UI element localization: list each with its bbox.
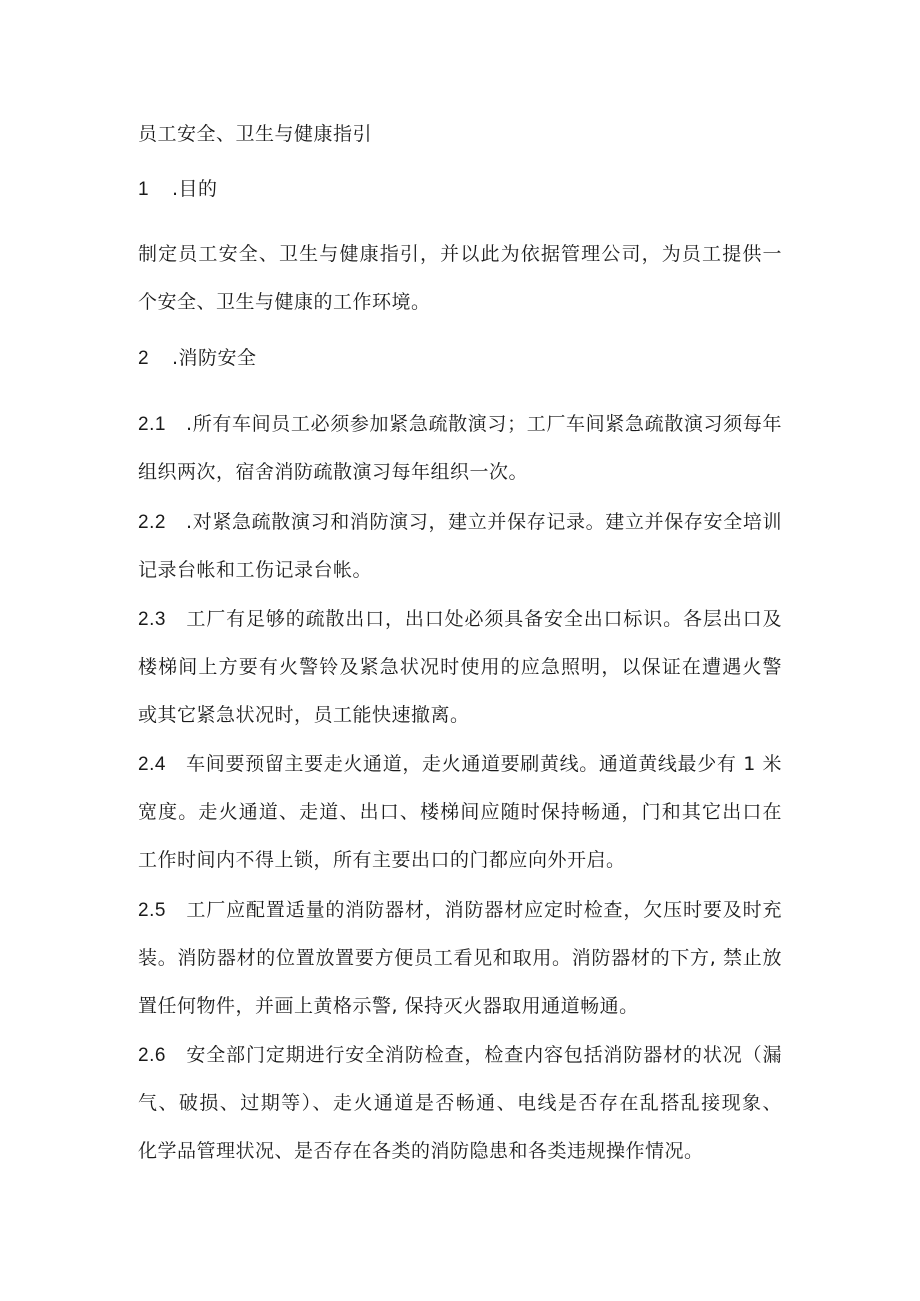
list-item-line: 工作时间内不得上锁，所有主要出口的门都应向外开启。	[138, 849, 626, 871]
list-item-line: 气、破损、过期等）、走火通道是否畅通、电线是否存在乱搭乱接现象、	[138, 1092, 782, 1114]
section-heading-1	[138, 177, 218, 202]
paragraph-line: 制定员工安全、卫生与健康指引，并以此为依据管理公司，为员工提供一	[138, 243, 782, 265]
list-item-line	[138, 412, 782, 437]
item-text: 工厂应配置适量的消防器材，消防器材应定时检查，欠压时要及时充	[186, 899, 782, 921]
item-number: 2.3	[138, 609, 166, 630]
list-item-line: 组织两次，宿舍消防疏散演习每年组织一次。	[138, 461, 529, 483]
list-item-line: 宽度。走火通道、走道、出口、楼梯间应随时保持畅通，门和其它出口在	[138, 801, 782, 823]
list-item-line	[138, 607, 782, 632]
list-item-line: 楼梯间上方要有火警铃及紧急状况时使用的应急照明，以保证在遭遇火警	[138, 656, 782, 678]
paragraph-line: 个安全、卫生与健康的工作环境。	[138, 291, 431, 313]
section-number: 2	[138, 348, 150, 369]
item-number: 2.4	[138, 754, 166, 775]
list-item-line: 装。消防器材的位置放置要方便员工看见和取用。消防器材的下方, 禁止放	[138, 947, 782, 969]
section-heading-2	[138, 346, 257, 371]
list-item-line: 记录台帐和工伤记录台帐。	[138, 559, 373, 581]
section-heading-text: .目的	[172, 178, 218, 200]
item-text: .对紧急疏散演习和消防演习，建立并保存记录。建立并保存安全培训	[186, 511, 782, 533]
list-item-line	[138, 898, 782, 923]
list-item-line	[138, 1043, 782, 1068]
item-number: 2.6	[138, 1045, 166, 1066]
item-text: 车间要预留主要走火通道，走火通道要刷黄线。通道黄线最少有 1 米	[186, 753, 782, 775]
document-title: 员工安全、卫生与健康指引	[138, 123, 373, 145]
item-number: 2.2	[138, 512, 166, 533]
list-item-line	[138, 510, 782, 535]
item-number: 2.1	[138, 414, 166, 435]
list-item-line: 置任何物件，并画上黄格示警, 保持灭火器取用通道畅通。	[138, 995, 639, 1017]
section-heading-text: .消防安全	[172, 347, 257, 369]
list-item-line	[138, 752, 782, 777]
list-item-line: 或其它紧急状况时，员工能快速撤离。	[138, 704, 470, 726]
list-item-line: 化学品管理状况、是否存在各类的消防隐患和各类违规操作情况。	[138, 1140, 704, 1162]
item-text: .所有车间员工必须参加紧急疏散演习；工厂车间紧急疏散演习须每年	[186, 413, 782, 435]
item-text: 工厂有足够的疏散出口，出口处必须具备安全出口标识。各层出口及	[186, 608, 782, 630]
section-number: 1	[138, 179, 150, 200]
item-text: 安全部门定期进行安全消防检查，检查内容包括消防器材的状况（漏	[186, 1044, 782, 1066]
item-number: 2.5	[138, 900, 166, 921]
